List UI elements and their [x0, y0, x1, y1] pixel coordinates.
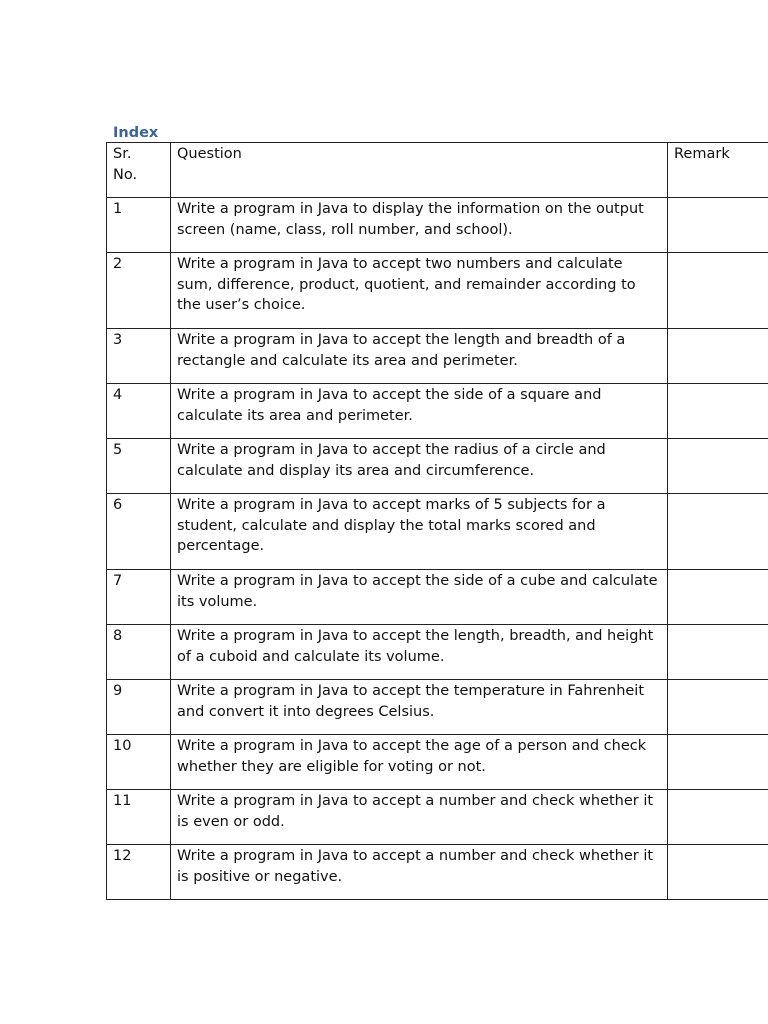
table-row — [107, 735, 768, 790]
table-row — [107, 625, 768, 680]
table-row — [107, 439, 768, 494]
header-sr-no — [107, 143, 171, 198]
question-cell: Write a program in Java to accept the side of a square and calculate its area and perimeter. — [171, 384, 668, 439]
remark-cell — [668, 494, 768, 570]
question-cell: Write a program in Java to accept the age of a person and check whether they are eligible for voting or not. — [171, 735, 668, 790]
remark-cell — [668, 384, 768, 439]
remark-cell — [668, 329, 768, 384]
remark-cell — [668, 845, 768, 900]
header-question: Question — [171, 143, 668, 198]
table-row — [107, 570, 768, 625]
header-sr-no-line1: Sr. — [113, 146, 132, 162]
sr-no-cell: 1 — [107, 198, 171, 253]
sr-no-cell: 6 — [107, 494, 171, 570]
table-row — [107, 253, 768, 329]
question-cell: Write a program in Java to accept two numbers and calculate sum, difference, product, quotient, and remainder according to the user’s choice. — [171, 253, 668, 329]
sr-no-cell: 3 — [107, 329, 171, 384]
remark-cell — [668, 198, 768, 253]
sr-no-cell: 8 — [107, 625, 171, 680]
sr-no-cell: 10 — [107, 735, 171, 790]
remark-cell — [668, 680, 768, 735]
question-cell: Write a program in Java to accept the length and breadth of a rectangle and calculate its area and perimeter. — [171, 329, 668, 384]
sr-no-cell: 5 — [107, 439, 171, 494]
sr-no-cell: 9 — [107, 680, 171, 735]
sr-no-cell: 2 — [107, 253, 171, 329]
question-cell: Write a program in Java to accept marks of 5 subjects for a student, calculate and display the total marks scored and percentage. — [171, 494, 668, 570]
question-cell: Write a program in Java to accept the radius of a circle and calculate and display its area and circumference. — [171, 439, 668, 494]
remark-cell — [668, 625, 768, 680]
table-row — [107, 790, 768, 845]
remark-cell — [668, 253, 768, 329]
remark-cell — [668, 570, 768, 625]
index-table — [106, 142, 768, 900]
remark-cell — [668, 790, 768, 845]
sr-no-cell: 12 — [107, 845, 171, 900]
table-header-row — [107, 143, 768, 198]
sr-no-cell: 11 — [107, 790, 171, 845]
table-row — [107, 384, 768, 439]
header-remark: Remark — [668, 143, 768, 198]
table-row — [107, 494, 768, 570]
remark-cell — [668, 439, 768, 494]
question-cell: Write a program in Java to accept the side of a cube and calculate its volume. — [171, 570, 668, 625]
sr-no-cell: 7 — [107, 570, 171, 625]
question-cell: Write a program in Java to display the information on the output screen (name, class, roll number, and school). — [171, 198, 668, 253]
question-cell: Write a program in Java to accept a number and check whether it is even or odd. — [171, 790, 668, 845]
table-row — [107, 329, 768, 384]
question-cell: Write a program in Java to accept the temperature in Fahrenheit and convert it into degrees Celsius. — [171, 680, 668, 735]
sr-no-cell: 4 — [107, 384, 171, 439]
page-title: Index — [113, 125, 159, 141]
table-row — [107, 680, 768, 735]
question-cell: Write a program in Java to accept a number and check whether it is positive or negative. — [171, 845, 668, 900]
header-sr-no-line2: No. — [113, 166, 138, 183]
question-cell: Write a program in Java to accept the length, breadth, and height of a cuboid and calculate its volume. — [171, 625, 668, 680]
table-row — [107, 845, 768, 900]
table-row — [107, 198, 768, 253]
remark-cell — [668, 735, 768, 790]
